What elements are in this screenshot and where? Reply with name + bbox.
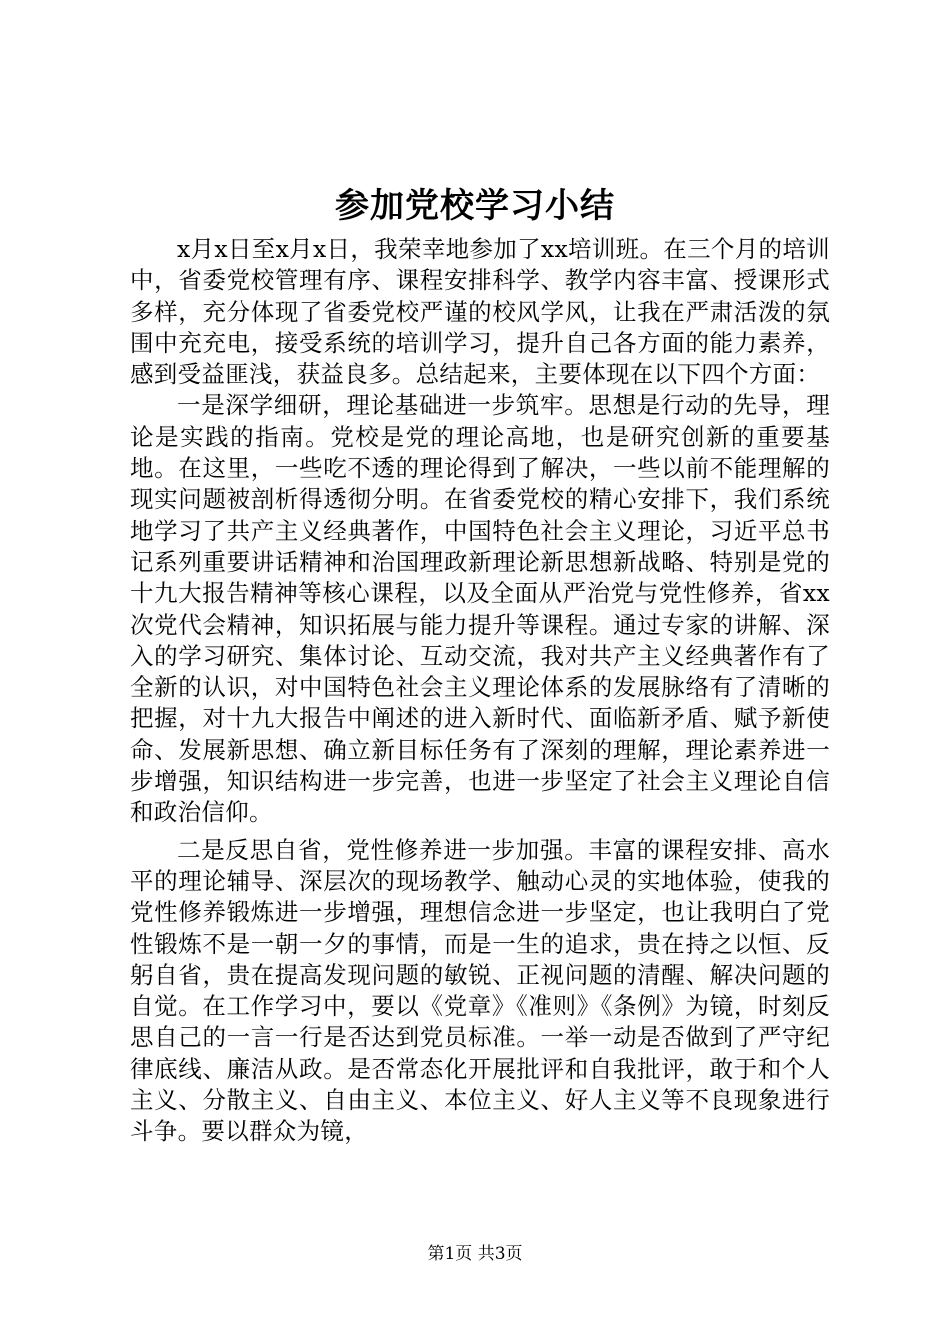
page-footer: 第1页 共3页 (427, 1244, 523, 1264)
document-title: 参加党校学习小结 (335, 186, 615, 226)
document-body (130, 234, 830, 1148)
paragraph-theory: 一是深学细研，理论基础进一步筑牢。思想是行动的先导，理论是实践的指南。党校是党的理论高地，也是研究创新的重要基地。在这里，一些吃不透的理论得到了解决，一些以前不能理解的现实问题被剖析得透彻分明。在省委党校的精心安排下，我们系统地学习了共产主义经典著作，中国特色社会主义理论，习近平总书记系列重要讲话精神和治国理政新理论新思想新战略、特别是党的十九大报告精神等核心课程，以及全面从严治党与党性修养，省xx次党代会精神，知识拓展与能力提升等课程。通过专家的讲解、深入的学习研究、集体讨论、互动交流，我对共产主义经典著作有了全新的认识，对中国特色社会主义理论体系的发展脉络有了清晰的把握，对十九大报告中阐述的进入新时代、面临新矛盾、赋予新使命、发展新思想、确立新目标任务有了深刻的理解，理论素养进一步增强，知识结构进一步完善，也进一步坚定了社会主义理论自信和政治信仰。 (130, 391, 830, 827)
paragraph-party-spirit: 二是反思自省，党性修养进一步加强。丰富的课程安排、高水平的理论辅导、深层次的现场教学、触动心灵的实地体验，使我的党性修养锻炼进一步增强，理想信念进一步坚定，也让我明白了党性锻炼不是一朝一夕的事情，而是一生的追求，贵在持之以恒、反躬自省，贵在提高发现问题的敏锐、正视问题的清醒、解决问题的自觉。在工作学习中，要以《党章》《准则》《条例》为镜，时刻反思自己的一言一行是否达到党员标准。一举一动是否做到了严守纪律底线、廉洁从政。是否常态化开展批评和自我批评，敢于和个人主义、分散主义、自由主义、本位主义、好人主义等不良现象进行斗争。要以群众为镜， (130, 835, 830, 1146)
paragraph-intro: x月x日至x月x日，我荣幸地参加了xx培训班。在三个月的培训中，省委党校管理有序、课程安排科学、教学内容丰富、授课形式多样，充分体现了省委党校严谨的校风学风，让我在严肃活泼的氛围中充充电，接受系统的培训学习，提升自己各方面的能力素养，感到受益匪浅，获益良多。总结起来，主要体现在以下四个方面： (130, 235, 830, 389)
